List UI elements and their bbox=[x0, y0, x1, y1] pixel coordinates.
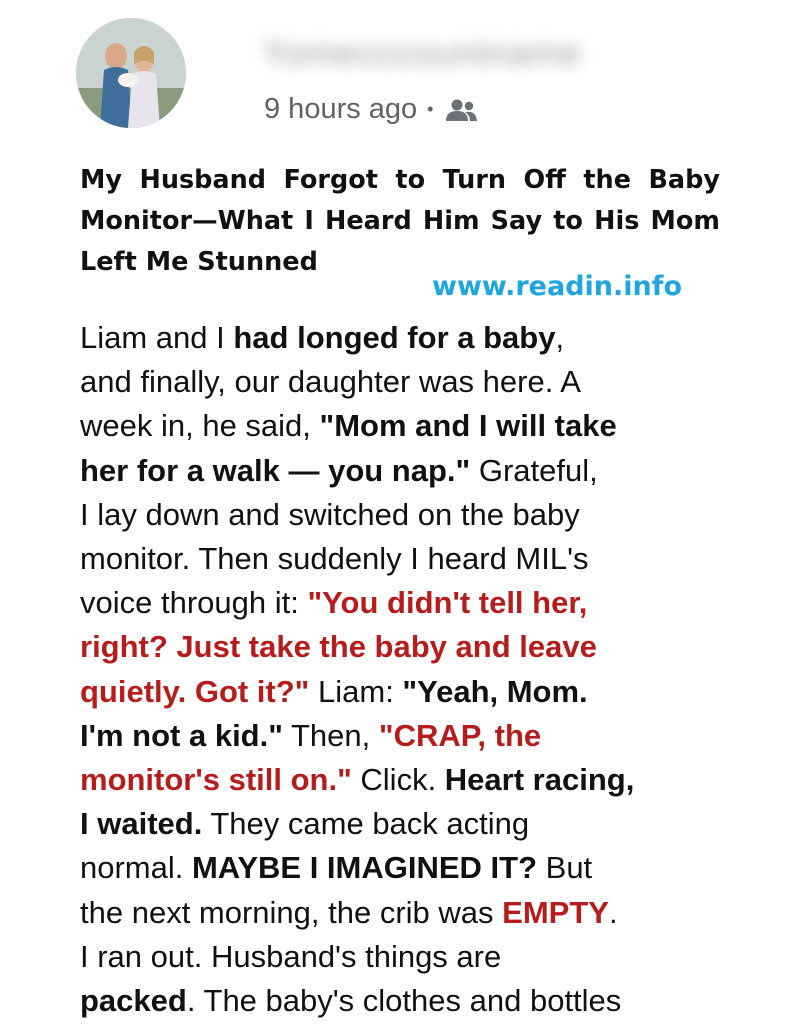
article-body bbox=[80, 316, 740, 1023]
body-line bbox=[80, 802, 740, 846]
post-time[interactable]: 9 hours ago bbox=[264, 93, 418, 125]
body-line bbox=[80, 537, 740, 581]
body-line bbox=[80, 670, 740, 714]
body-line bbox=[80, 493, 740, 537]
avatar[interactable] bbox=[76, 18, 186, 128]
body-line bbox=[80, 714, 740, 758]
highlight-text: monitor's still on." bbox=[80, 762, 352, 798]
body-line bbox=[80, 935, 740, 979]
body-text: They came back acting bbox=[202, 806, 530, 842]
body-line bbox=[80, 449, 740, 493]
body-text: . The baby's clothes and bottles bbox=[186, 983, 622, 1019]
highlight-text: "You didn't tell her, bbox=[307, 585, 588, 621]
body-line bbox=[80, 404, 740, 448]
body-text: Grateful, bbox=[470, 452, 598, 488]
emphasis-text: packed bbox=[80, 983, 187, 1019]
highlight-text: EMPTY bbox=[502, 894, 609, 930]
body-line bbox=[80, 758, 740, 802]
highlight-text: quietly. Got it?" bbox=[80, 673, 310, 709]
body-line bbox=[80, 891, 740, 935]
body-text: Liam and I bbox=[80, 320, 234, 355]
body-text: normal. bbox=[80, 850, 192, 886]
avatar-photo bbox=[76, 18, 186, 128]
body-text: But bbox=[537, 850, 593, 886]
body-text: , bbox=[555, 320, 565, 355]
body-text: I lay down and switched on the baby bbox=[80, 496, 580, 532]
author-name[interactable]: Yomecccountname bbox=[262, 32, 582, 73]
body-text: Click. bbox=[351, 762, 445, 798]
body-text: the next morning, the crib was bbox=[80, 894, 503, 930]
body-line bbox=[80, 979, 740, 1023]
highlight-text: "CRAP, the bbox=[378, 717, 542, 753]
emphasis-text: MAYBE I IMAGINED IT? bbox=[191, 850, 538, 886]
people-icon[interactable] bbox=[443, 97, 479, 123]
article-headline[interactable]: My Husband Forgot to Turn Off the Baby Monitor—What I Heard Him Say to His Mom Left Me Stunned bbox=[80, 165, 720, 277]
meta-separator: • bbox=[427, 99, 434, 119]
body-text: monitor. Then suddenly I heard MIL's bbox=[80, 541, 589, 577]
emphasis-text: Heart racing, bbox=[444, 762, 635, 798]
body-text: week in, he said, bbox=[80, 408, 320, 444]
post-meta bbox=[264, 93, 479, 126]
emphasis-text: I waited. bbox=[80, 806, 203, 842]
body-line bbox=[80, 581, 740, 625]
body-line bbox=[80, 846, 740, 890]
site-watermark: www.readin.info bbox=[432, 271, 683, 302]
body-text: I ran out. Husband's things are bbox=[80, 938, 502, 974]
body-text: voice through it: bbox=[80, 585, 308, 621]
body-line bbox=[80, 360, 740, 404]
body-text: Then, bbox=[282, 717, 379, 753]
body-text: and finally, our daughter was here. A bbox=[80, 364, 581, 400]
emphasis-text: "Mom and I will take bbox=[319, 408, 617, 444]
body-text: . bbox=[608, 894, 618, 930]
body-line bbox=[80, 316, 740, 360]
emphasis-text: I'm not a kid." bbox=[80, 717, 283, 753]
highlight-text: right? Just take the baby and leave bbox=[80, 629, 597, 665]
body-line bbox=[80, 625, 740, 669]
emphasis-text: had longed for a baby bbox=[233, 320, 556, 355]
emphasis-text: "Yeah, Mom. bbox=[402, 673, 588, 709]
emphasis-text: her for a walk — you nap." bbox=[80, 452, 471, 488]
body-text: Liam: bbox=[309, 673, 403, 709]
